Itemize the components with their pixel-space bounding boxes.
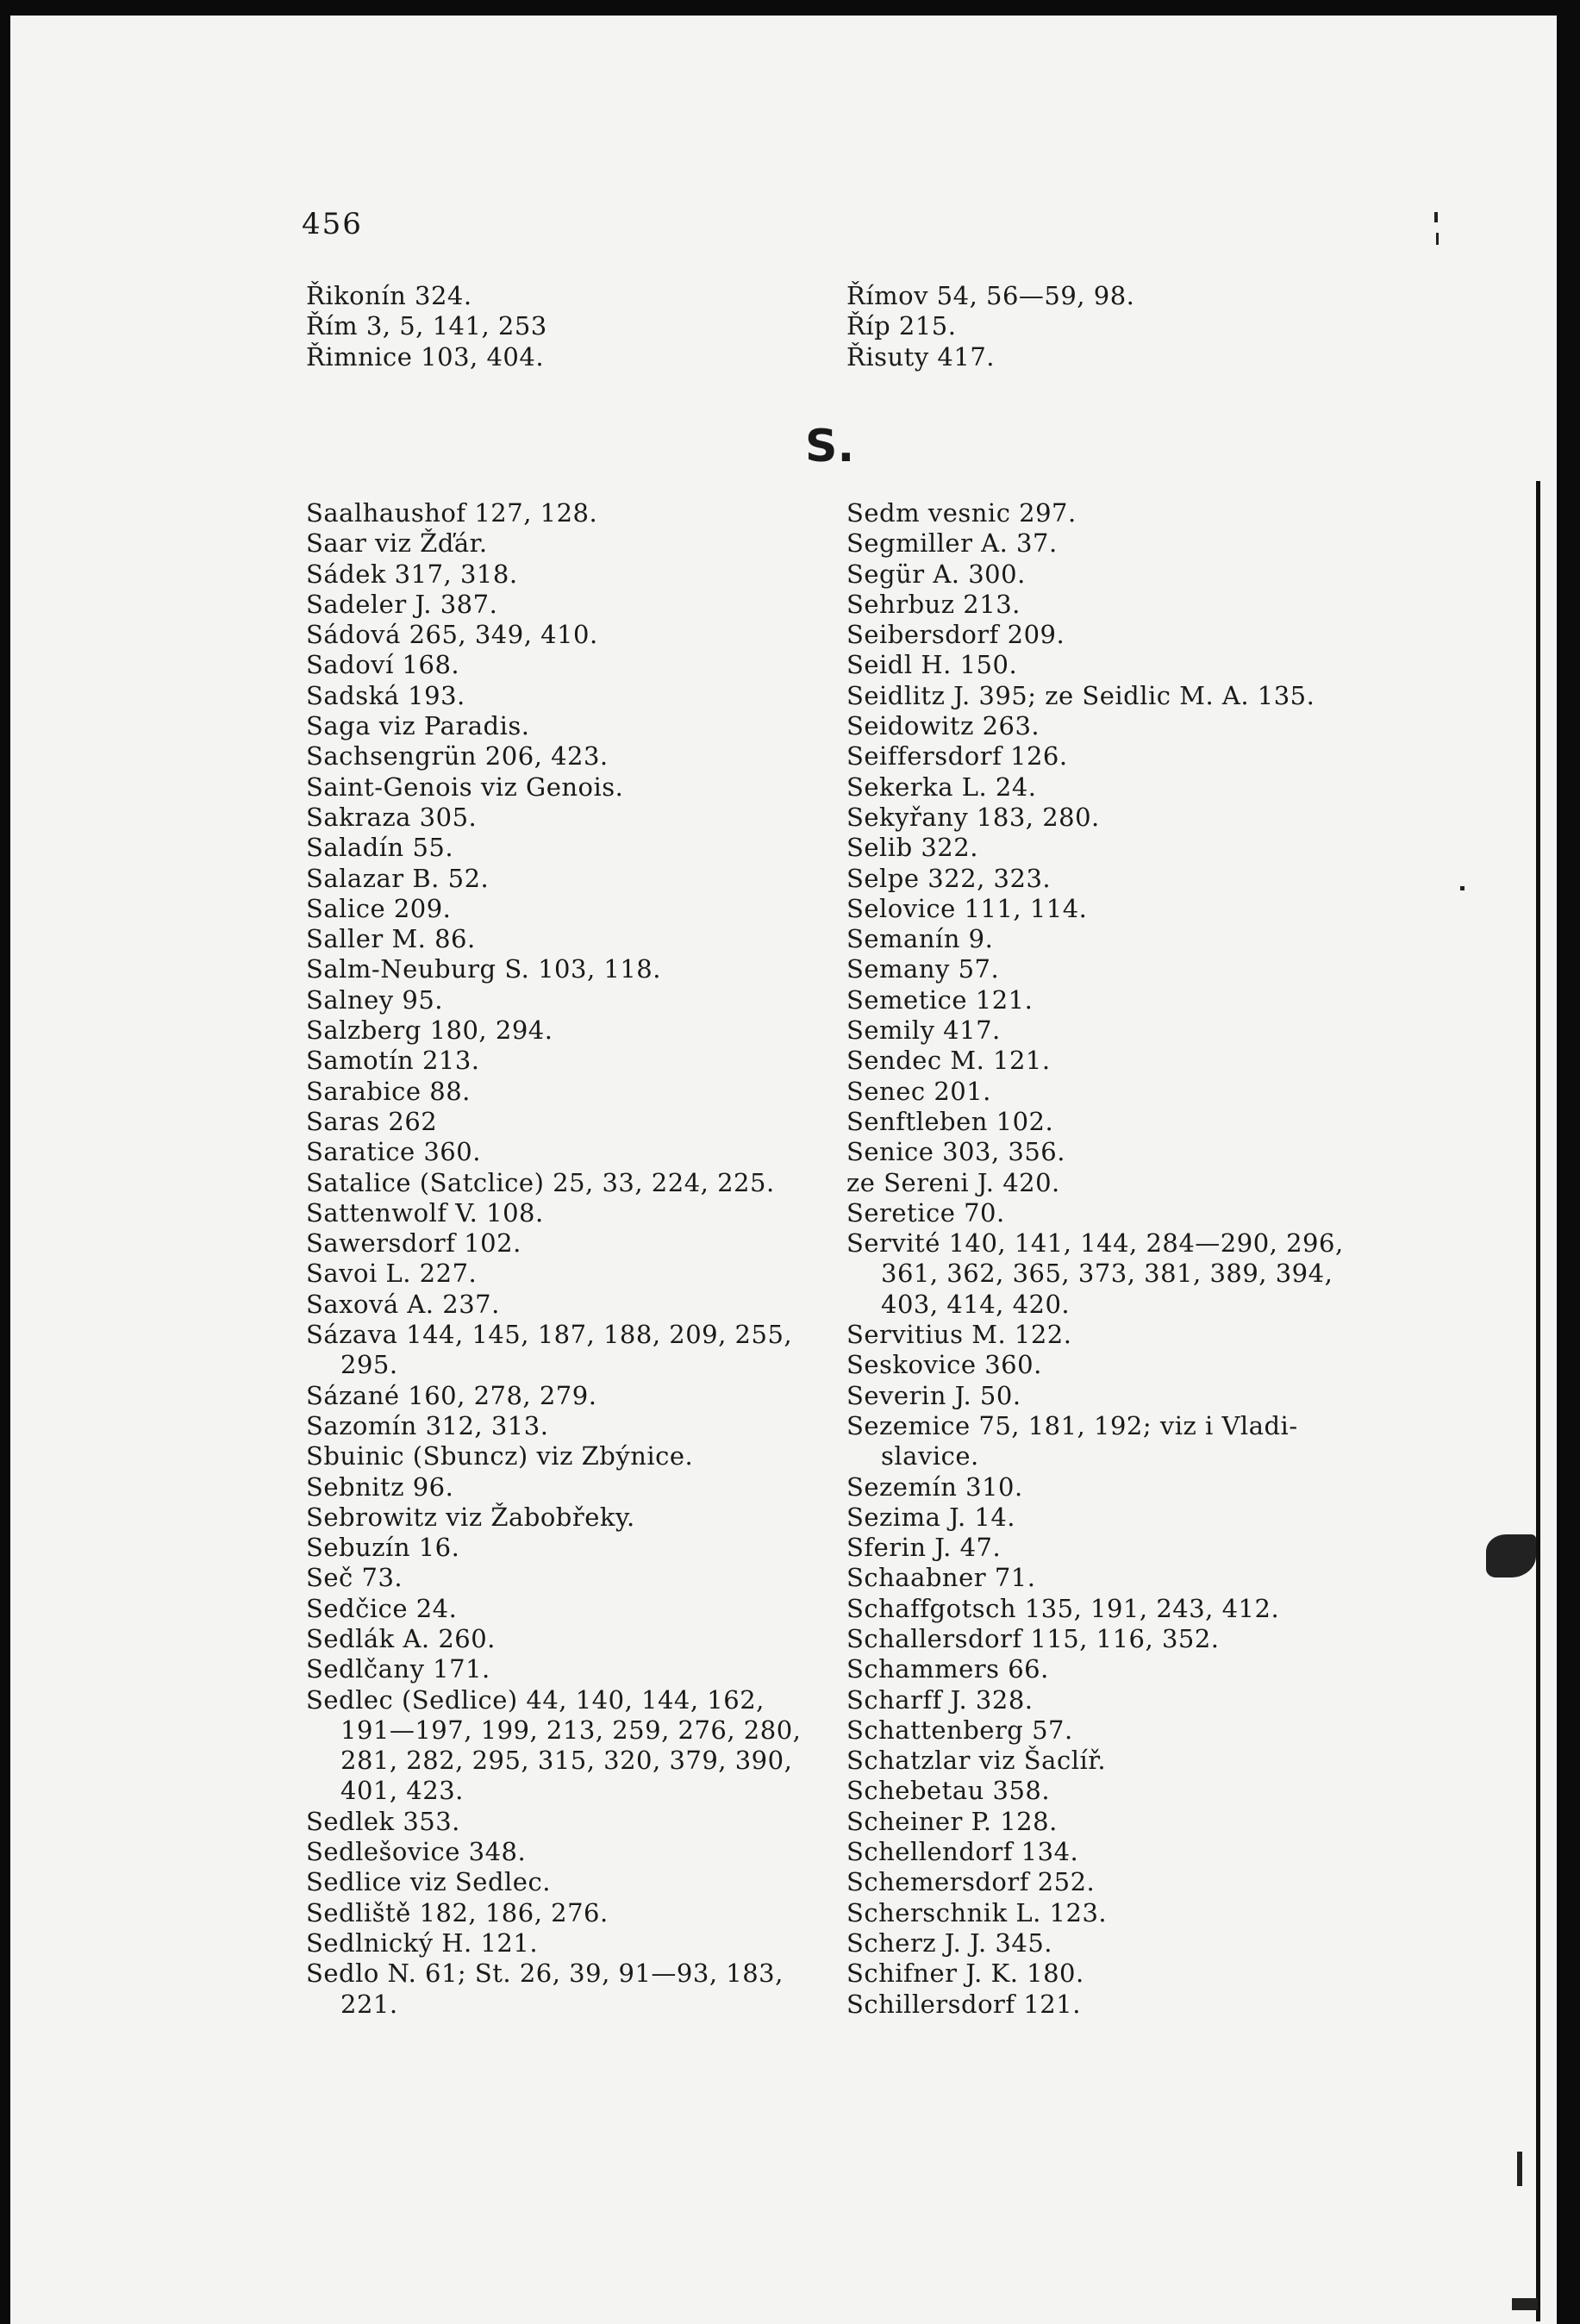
index-entry: Sedlák A. 260.	[306, 1623, 496, 1653]
index-entry: Sebnitz 96.	[306, 1471, 454, 1502]
index-entry: Schattenberg 57.	[846, 1715, 1073, 1745]
edge-speck	[1517, 2152, 1522, 2186]
index-entry: Schemersdorf 252.	[846, 1867, 1096, 1897]
index-entry-continuation: 403, 414, 420.	[881, 1289, 1071, 1319]
index-entry: Sezemice 75, 181, 192; viz i Vladi-	[846, 1410, 1298, 1440]
index-entry: Salney 95.	[306, 984, 443, 1015]
index-entry: Seretice 70.	[846, 1197, 1005, 1228]
index-entry: Řím 3, 5, 141, 253	[306, 311, 547, 341]
index-entry: Sedlec (Sedlice) 44, 140, 144, 162,	[306, 1684, 765, 1715]
index-entry: Sedliště 182, 186, 276.	[306, 1897, 609, 1927]
index-entry: Salzberg 180, 294.	[306, 1015, 553, 1046]
index-entry: Senice 303, 356.	[846, 1137, 1065, 1167]
index-entry: Satalice (Satclice) 25, 33, 224, 225.	[306, 1167, 775, 1197]
index-entry: Saladín 55.	[306, 833, 454, 863]
index-entry: Sedlo N. 61; St. 26, 39, 91—93, 183,	[306, 1959, 784, 1989]
edge-speck	[1460, 886, 1464, 890]
index-entry: Samotín 213.	[306, 1046, 480, 1076]
page-number: 456	[302, 207, 363, 241]
index-entry: Sekyřany 183, 280.	[846, 802, 1100, 832]
index-entry: Řikonín 324.	[306, 281, 472, 310]
index-entry: Sadská 193.	[306, 680, 465, 710]
index-entry: Seskovice 360.	[846, 1350, 1042, 1380]
index-entry: Seidlitz J. 395; ze Seidlic M. A. 135.	[846, 680, 1315, 710]
index-entry: Schebetau 358.	[846, 1776, 1051, 1806]
index-entry: Saga viz Paradis.	[306, 711, 530, 741]
index-entry: Sebuzín 16.	[306, 1533, 460, 1563]
index-entry: Semanín 9.	[846, 924, 994, 954]
edge-speck	[1512, 2298, 1538, 2310]
index-entry: Saalhaushof 127, 128.	[306, 498, 598, 528]
index-entry-continuation: 191—197, 199, 213, 259, 276, 280,	[340, 1715, 802, 1745]
index-entry: Schatzlar viz Šaclíř.	[846, 1746, 1107, 1776]
index-entry: Sendec M. 121.	[846, 1046, 1051, 1076]
index-entry: Sezemín 310.	[846, 1471, 1023, 1502]
index-entry: Saratice 360.	[306, 1137, 481, 1167]
index-entry: Servitius M. 122.	[846, 1320, 1072, 1350]
index-entry: Sattenwolf V. 108.	[306, 1197, 544, 1228]
index-entry: Seidowitz 263.	[846, 711, 1040, 741]
index-entry: Semily 417.	[846, 1015, 1001, 1046]
index-entry-continuation: 281, 282, 295, 315, 320, 379, 390,	[340, 1746, 793, 1776]
binding-edge-line	[1536, 481, 1540, 2321]
index-entry: Selovice 111, 114.	[846, 893, 1088, 923]
index-entry: Severin J. 50.	[846, 1380, 1021, 1410]
index-entry: Seidl H. 150.	[846, 650, 1018, 680]
index-entry: Sakraza 305.	[306, 802, 478, 832]
index-entry: Sawersdorf 102.	[306, 1228, 521, 1259]
index-entry: Saar viz Žďár.	[306, 528, 488, 559]
index-entry: Seiffersdorf 126.	[846, 741, 1068, 772]
index-entry: Salice 209.	[306, 893, 452, 923]
index-entry: Řimnice 103, 404.	[306, 341, 545, 372]
index-entry: Selpe 322, 323.	[846, 863, 1052, 893]
index-entry: Saras 262	[306, 1106, 438, 1136]
index-entry-continuation: 401, 423.	[340, 1776, 464, 1806]
index-entry: Scheiner P. 128.	[846, 1806, 1058, 1836]
index-entry: Salazar B. 52.	[306, 863, 490, 893]
index-entry: Saint-Genois viz Genois.	[306, 772, 624, 802]
index-entry: Sekerka L. 24.	[846, 772, 1037, 802]
index-entry: Scharff J. 328.	[846, 1684, 1034, 1715]
index-entry: Semany 57.	[846, 954, 1000, 984]
index-entry: Schillersdorf 121.	[846, 1989, 1081, 2019]
index-entry: Sázava 144, 145, 187, 188, 209, 255,	[306, 1320, 793, 1350]
index-entry: Scherz J. J. 345.	[846, 1927, 1052, 1958]
index-entry: Sferin J. 47.	[846, 1533, 1002, 1563]
index-entry: Segmiller A. 37.	[846, 528, 1058, 559]
index-entry: Schallersdorf 115, 116, 352.	[846, 1623, 1220, 1653]
index-entry: Saxová A. 237.	[306, 1289, 500, 1319]
index-entry-continuation: 295.	[340, 1350, 398, 1380]
index-entry: Savoi L. 227.	[306, 1259, 478, 1289]
index-entry: Saller M. 86.	[306, 924, 476, 954]
index-entry: Seč 73.	[306, 1563, 403, 1593]
index-entry: ze Sereni J. 420.	[846, 1167, 1060, 1197]
index-entry: Schifner J. K. 180.	[846, 1959, 1084, 1989]
index-entry: Říp 215.	[846, 311, 957, 341]
index-entry: Schellendorf 134.	[846, 1837, 1079, 1867]
index-entry: Sedčice 24.	[306, 1593, 458, 1623]
index-entry: Sarabice 88.	[306, 1076, 471, 1106]
index-entry: Sedlešovice 348.	[306, 1837, 527, 1867]
index-entry: Scherschnik L. 123.	[846, 1897, 1108, 1927]
index-entry: Senftleben 102.	[846, 1106, 1054, 1136]
index-entry: Servité 140, 141, 144, 284—290, 296,	[846, 1228, 1344, 1259]
index-entry: Sedlice viz Sedlec.	[306, 1867, 551, 1897]
index-entry: Salm-Neuburg S. 103, 118.	[306, 954, 661, 984]
index-entry: Sedm vesnic 297.	[846, 498, 1077, 528]
index-entry: Seibersdorf 209.	[846, 620, 1065, 650]
index-entry: Segür A. 300.	[846, 559, 1026, 589]
index-entry: Římov 54, 56—59, 98.	[846, 281, 1135, 310]
index-entry: Schaffgotsch 135, 191, 243, 412.	[846, 1593, 1280, 1623]
index-entry-continuation: 221.	[340, 1989, 398, 2019]
edge-speck	[1434, 212, 1438, 222]
index-page	[10, 16, 1557, 2324]
index-entry: Sedlčany 171.	[306, 1654, 490, 1684]
index-entry: Semetice 121.	[846, 984, 1034, 1015]
index-entry: Sádová 265, 349, 410.	[306, 620, 598, 650]
s-entries-left-column	[306, 498, 801, 2020]
index-entry: Schammers 66.	[846, 1654, 1049, 1684]
section-heading-s: S.	[805, 421, 855, 472]
index-entry: Sadoví 168.	[306, 650, 460, 680]
index-entry: Senec 201.	[846, 1076, 991, 1106]
index-entry: Schaabner 71.	[846, 1563, 1036, 1593]
index-entry-continuation: slavice.	[881, 1441, 979, 1471]
index-entry: Sbuinic (Sbuncz) viz Zbýnice.	[306, 1441, 694, 1471]
index-entry: Sedlnický H. 121.	[306, 1927, 539, 1958]
index-entry: Sazomín 312, 313.	[306, 1410, 549, 1440]
index-entry: Sachsengrün 206, 423.	[306, 741, 609, 772]
index-entry: Sadeler J. 387.	[306, 589, 498, 619]
edge-speck	[1436, 233, 1439, 245]
index-entry: Sádek 317, 318.	[306, 559, 518, 589]
index-entry: Sázané 160, 278, 279.	[306, 1380, 597, 1410]
r-entries-right-column	[846, 281, 1134, 372]
index-entry-continuation: 361, 362, 365, 373, 381, 389, 394,	[881, 1259, 1333, 1289]
index-entry: Sedlek 353.	[306, 1806, 460, 1836]
s-entries-right-column	[846, 498, 1344, 2020]
edge-blot	[1486, 1534, 1536, 1577]
r-entries-left-column	[306, 281, 547, 372]
index-entry: Sebrowitz viz Žabobřeky.	[306, 1502, 635, 1532]
index-entry: Sezima J. 14.	[846, 1502, 1016, 1532]
index-entry: Řisuty 417.	[846, 341, 995, 372]
index-entry: Sehrbuz 213.	[846, 589, 1021, 619]
index-entry: Selib 322.	[846, 833, 978, 863]
